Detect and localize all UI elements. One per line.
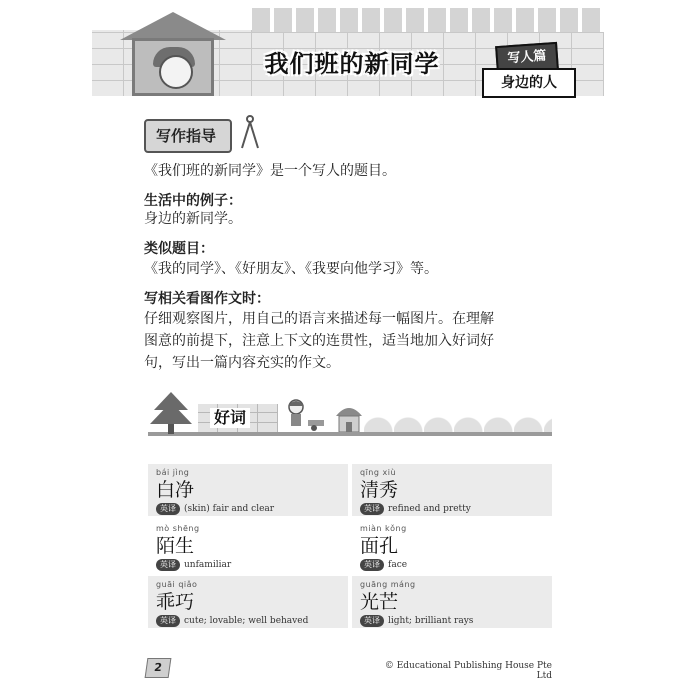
translation-badge: 英译: [156, 503, 180, 515]
hanzi: 白净: [156, 479, 195, 501]
vocab-item: [148, 464, 348, 516]
writing-guide-heading: 写作指导: [144, 119, 232, 153]
pinyin: guāng máng: [360, 580, 416, 589]
tips-label: 写相关看图作文时：: [144, 291, 270, 307]
guide-intro: 《我们班的新同学》是一个写人的题目。: [144, 163, 396, 179]
good-words-label: 好词: [210, 408, 250, 428]
copyright-notice: © Educational Publishing House Pte Ltd: [384, 661, 552, 681]
translation-badge: 英译: [360, 559, 384, 571]
translation-badge: 英译: [360, 503, 384, 515]
fence-decoration: [252, 8, 604, 32]
example-label: 生活中的例子：: [144, 193, 242, 209]
compass-icon: [238, 114, 262, 150]
tips-line: 图意的前提下，注意上下文的连贯性，适当地加入好词好: [144, 333, 494, 349]
vocab-item: [352, 520, 552, 572]
house-icon: [120, 12, 226, 96]
meaning: unfamiliar: [184, 560, 232, 570]
pinyin: qīng xiù: [360, 468, 397, 477]
ground-line: [148, 432, 552, 436]
page-title: 我们班的新同学: [264, 50, 440, 78]
hills-decoration: [364, 414, 552, 432]
meaning: refined and pretty: [388, 504, 471, 514]
page-number: 2: [145, 658, 172, 678]
hanzi: 陌生: [156, 535, 195, 557]
hanzi: 清秀: [360, 479, 399, 501]
hanzi: 面孔: [360, 535, 399, 557]
translation-badge: 英译: [156, 559, 180, 571]
vocab-item: [352, 464, 552, 516]
translation-badge: 英译: [156, 615, 180, 627]
hut-icon: [334, 400, 364, 432]
header-banner: [92, 8, 604, 96]
tips-line: 句，写出一篇内容充实的作文。: [144, 355, 340, 371]
pinyin: miàn kǒng: [360, 524, 407, 533]
tree-icon: [148, 390, 194, 434]
hanzi: 乖巧: [156, 591, 195, 613]
meaning: light; brilliant rays: [388, 616, 474, 626]
pinyin: guāi qiǎo: [156, 580, 198, 589]
pinyin: mò shēng: [156, 524, 200, 533]
vocab-item: [148, 520, 348, 572]
meaning: (skin) fair and clear: [184, 504, 275, 514]
pinyin: bái jìng: [156, 468, 190, 477]
worker-icon: [284, 398, 328, 432]
example-text: 身边的新同学。: [144, 211, 242, 227]
meaning: cute; lovable; well behaved: [184, 616, 309, 626]
similar-label: 类似题目：: [144, 241, 214, 257]
vocab-item: [352, 576, 552, 628]
tips-line: 仔细观察图片，用自己的语言来描述每一幅图片。在理解: [144, 311, 494, 327]
child-face-icon: [159, 55, 193, 89]
similar-text: 《我的同学》、《好朋友》、《我要向他学习》等。: [144, 261, 438, 277]
category-tag: 写人篇: [495, 42, 559, 74]
good-words-banner: [148, 390, 552, 438]
vocab-item: [148, 576, 348, 628]
hanzi: 光芒: [360, 591, 399, 613]
translation-badge: 英译: [360, 615, 384, 627]
meaning: face: [388, 560, 408, 570]
theme-tag: 身边的人: [482, 68, 576, 98]
